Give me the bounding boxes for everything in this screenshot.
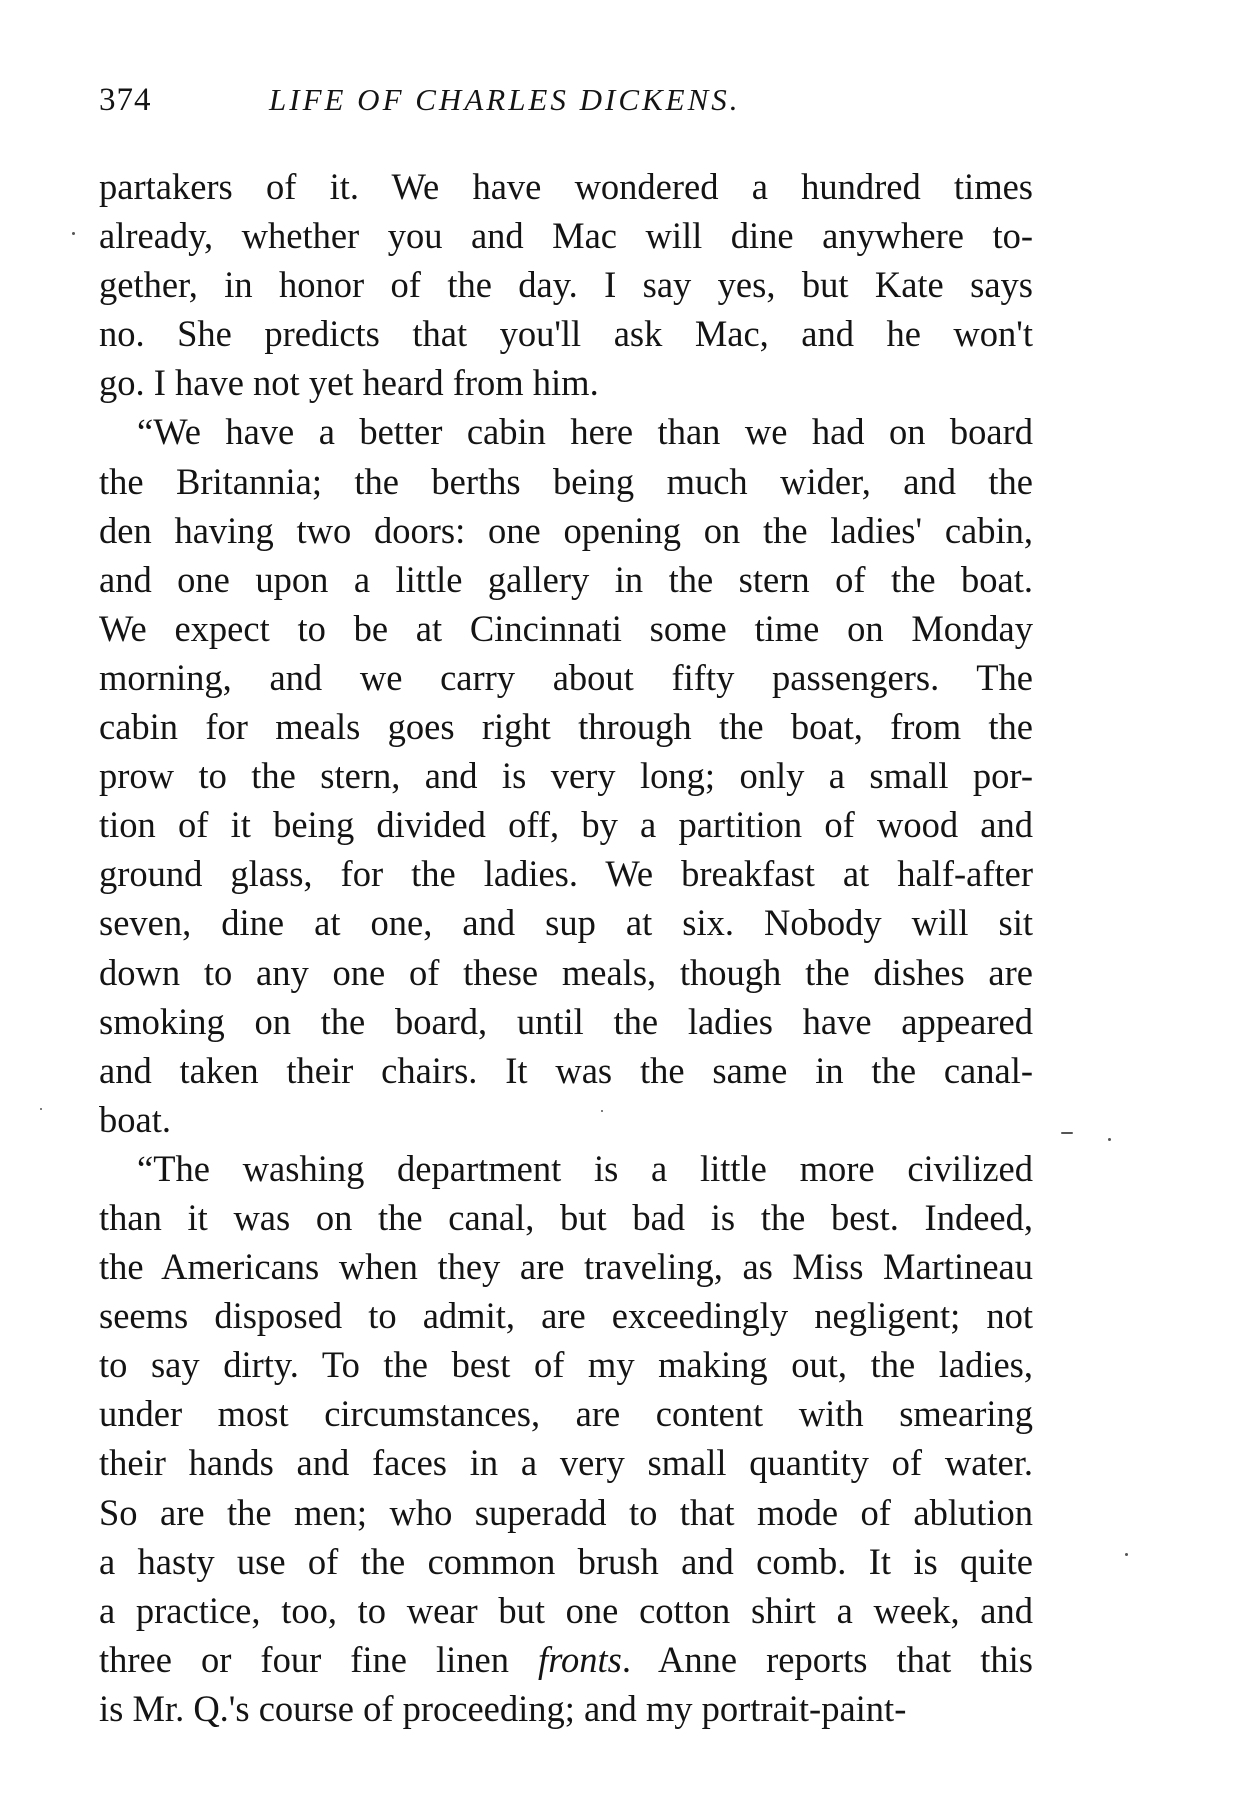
scan-speck bbox=[40, 1108, 42, 1110]
scan-speck bbox=[1125, 1553, 1128, 1556]
text-line: seems disposed to admit, are exceedingly negligent; not bbox=[99, 1295, 1033, 1337]
text-line: morning, and we carry about fifty passengers. The bbox=[99, 656, 1033, 698]
text-line: partakers of it. We have wondered a hundred times bbox=[99, 166, 1033, 207]
text-line: “The washing department is a little more civilized bbox=[137, 1147, 1033, 1189]
text-line: to say dirty. To the best of my making out, the ladies, bbox=[99, 1344, 1033, 1386]
text-line: a practice, too, to wear but one cotton shirt a week, and bbox=[99, 1589, 1033, 1631]
text-line: ground glass, for the ladies. We breakfast at half-after bbox=[99, 853, 1033, 895]
text-line: under most circumstances, are content with smearing bbox=[99, 1393, 1033, 1435]
text-line: smoking on the board, until the ladies have appeared bbox=[99, 1000, 1033, 1042]
text-line: So are the men; who superadd to that mode of ablution bbox=[99, 1491, 1033, 1533]
text-line: gether, in honor of the day. I say yes, but Kate says bbox=[99, 264, 1033, 306]
text-line: “We have a better cabin here than we had on board bbox=[137, 411, 1033, 453]
scan-speck bbox=[1108, 1138, 1111, 1141]
text-line: the Britannia; the berths being much wider, and the bbox=[99, 460, 1033, 502]
text-line: and taken their chairs. It was the same in the canal- bbox=[99, 1049, 1033, 1091]
paragraph bbox=[99, 407, 1033, 1143]
text-line: is Mr. Q.'s course of proceeding; and my portrait-paint- bbox=[99, 1687, 907, 1729]
text-line: the Americans when they are traveling, as Miss Martineau bbox=[99, 1246, 1033, 1288]
text-line: prow to the stern, and is very long; only a small por- bbox=[99, 755, 1033, 797]
paragraph bbox=[99, 1144, 1033, 1733]
text-line: den having two doors: one opening on the ladies' cabin, bbox=[99, 509, 1033, 551]
text-line: already, whether you and Mac will dine anywhere to- bbox=[99, 215, 1033, 257]
text-line: and one upon a little gallery in the stern of the boat. bbox=[99, 558, 1033, 600]
text-line: seven, dine at one, and sup at six. Nobody will sit bbox=[99, 902, 1033, 944]
text-line: tion of it being divided off, by a partition of wood and bbox=[99, 804, 1033, 846]
text-line: We expect to be at Cincinnati some time on Monday bbox=[99, 607, 1033, 649]
body-text bbox=[99, 162, 1033, 1733]
text-line: no. She predicts that you'll ask Mac, and he won't bbox=[99, 313, 1033, 355]
text-line: three or four fine linen fronts. Anne reports that this bbox=[99, 1638, 1034, 1680]
scan-speck bbox=[72, 232, 75, 235]
text-line: boat. bbox=[99, 1098, 171, 1140]
text-line: than it was on the canal, but bad is the best. Indeed, bbox=[99, 1196, 1033, 1238]
text-line: their hands and faces in a very small quantity of water. bbox=[99, 1442, 1033, 1484]
running-head: LIFE OF CHARLES DICKENS. bbox=[269, 82, 741, 117]
scan-speck bbox=[1061, 1132, 1073, 1134]
page-header bbox=[99, 82, 1029, 132]
text-line: down to any one of these meals, though the dishes are bbox=[99, 951, 1033, 993]
text-line: go. I have not yet heard from him. bbox=[99, 362, 599, 404]
page-number: 374 bbox=[99, 82, 152, 118]
paragraph bbox=[99, 162, 1033, 407]
text-line: a hasty use of the common brush and comb. It is quite bbox=[99, 1540, 1033, 1582]
text-line: cabin for meals goes right through the boat, from the bbox=[99, 706, 1033, 748]
scan-speck bbox=[601, 1110, 603, 1112]
